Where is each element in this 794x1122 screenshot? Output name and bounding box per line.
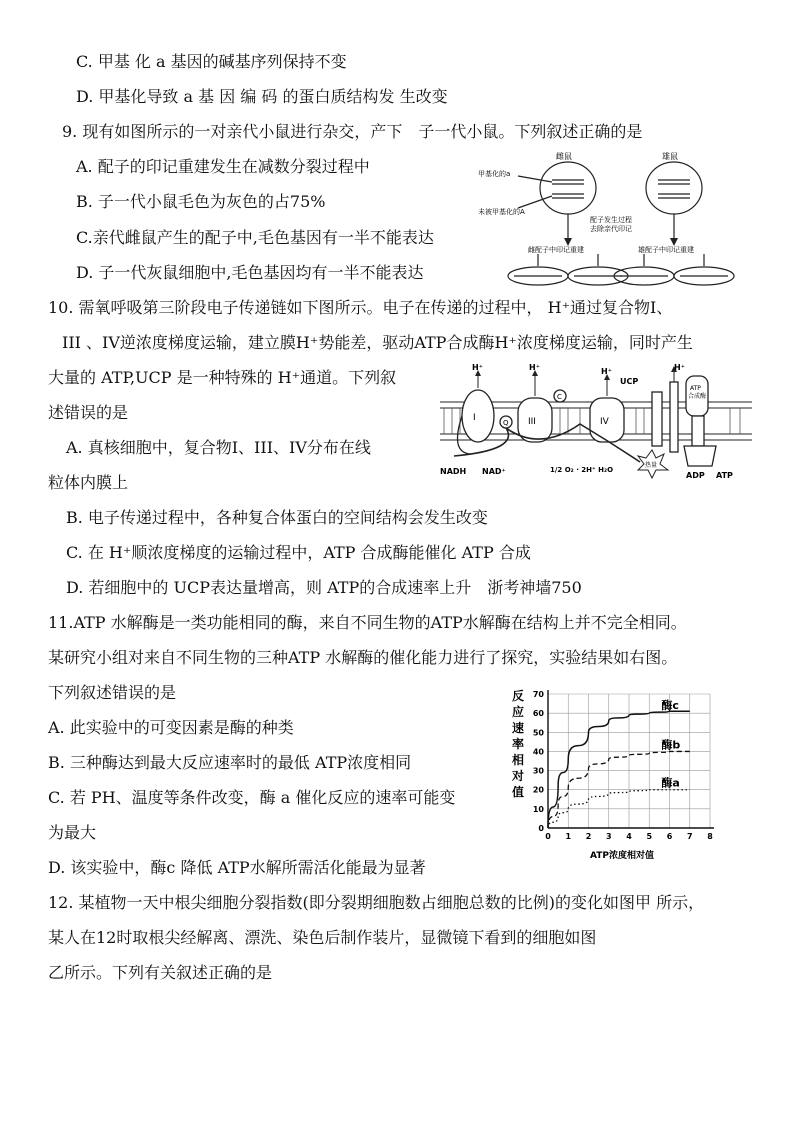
q11-option-c-2: 为最大	[48, 823, 97, 842]
y-axis-label-char: 对	[511, 769, 525, 783]
q10-option-c: C. 在 H⁺顺浓度梯度的运输过程中，ATP 合成酶能催化 ATP 合成	[66, 543, 531, 562]
q10-line-1: 10. 需氧呼吸第三阶段电子传递链如下图所示。电子在传递的过程中， H⁺通过复合物I、	[48, 298, 673, 317]
series-label-2: 酶a	[661, 776, 680, 790]
q9-male-label: 雄鼠	[662, 152, 678, 161]
q12-line-2: 某人在12时取根尖经解离、漂洗、染色后制作装片，显微镜下看到的细胞如图	[48, 928, 597, 947]
q10-option-a-1: A. 真核细胞中，复合物I、III、IV分布在线	[66, 438, 371, 457]
y-tick-label: 20	[532, 785, 544, 795]
q11-option-a: A. 此实验中的可变因素是酶的种类	[48, 718, 294, 737]
q10-nad-label: NAD⁺	[482, 467, 506, 476]
q10-adp-label: ADP	[686, 471, 705, 480]
q11-line-3: 下列叙述错误的是	[48, 683, 177, 702]
x-tick-label: 4	[626, 832, 632, 841]
q10-line-2: III 、IV逆浓度梯度运输，建立膜H⁺势能差，驱动ATP合成酶H⁺浓度梯度运输，同时产生	[62, 333, 693, 352]
y-tick-label: 50	[532, 728, 544, 738]
y-axis-label-char: 速	[511, 721, 525, 735]
series-line-0	[548, 711, 690, 828]
y-axis-label-char: 应	[511, 705, 525, 719]
q10-o2-label: 1/2 O₂ · 2H⁺ H₂O	[550, 466, 614, 474]
q10-q-label: Q	[503, 419, 509, 427]
y-axis-label-char: 率	[511, 737, 525, 751]
q9-option-b: B. 子一代小鼠毛色为灰色的占75%	[76, 192, 326, 211]
q10-complex-3: III	[528, 417, 536, 427]
q10-atp-synthase-label: ATP	[690, 385, 701, 392]
q10-h-label-4: H⁺	[674, 363, 685, 372]
series-label-1: 酶b	[661, 738, 681, 752]
x-tick-label: 0	[545, 832, 551, 841]
y-tick-label: 70	[532, 690, 544, 699]
x-tick-label: 7	[686, 832, 693, 841]
y-tick-label: 10	[532, 804, 544, 814]
q11-line-1: 11.ATP 水解酶是一类功能相同的酶，来自不同生物的ATP水解酶在结构上并不完全相同。	[48, 613, 687, 632]
q9-methylated-label: 甲基化的a	[478, 170, 511, 178]
chart-x-axis-label: ATP浓度相对值	[589, 851, 655, 861]
q9-female-label: 雌鼠	[556, 152, 572, 161]
q10-ucp-label: UCP	[620, 377, 639, 386]
y-tick-label: 60	[532, 709, 544, 719]
y-axis-label-char: 值	[511, 785, 525, 799]
q11-option-b: B. 三种酶达到最大反应速率时的最低 ATP浓度相同	[48, 753, 412, 772]
y-axis-label-char: 相	[511, 753, 525, 767]
q10-c-label: C	[557, 393, 562, 401]
series-label-0: 酶c	[661, 699, 679, 713]
q9-option-a: A. 配子的印记重建发生在减数分裂过程中	[76, 157, 370, 176]
q12-line-1: 12. 某植物一天中根尖细胞分裂指数(即分裂期细胞数占细胞总数的比例)的变化如图甲 所示，	[48, 893, 705, 912]
q12-line-3: 乙所示。下列有关叙述正确的是	[48, 963, 273, 982]
q9-unmethylated-label: 未被甲基化的A	[478, 208, 525, 216]
q10-heat-label: 热量	[645, 462, 658, 469]
q10-h-label-3: H⁺	[601, 367, 612, 376]
q10-h-label-1: H⁺	[472, 363, 483, 372]
q8-option-d: D. 甲基化导致 a 基 因 编 码 的蛋白质结构发 生改变	[76, 87, 448, 106]
x-tick-label: 3	[605, 832, 612, 841]
q10-line-3: 大量的 ATP,UCP 是一种特殊的 H⁺通道。下列叙	[48, 368, 397, 387]
q10-option-b: B. 电子传递过程中，各种复合体蛋白的空间结构会发生改变	[66, 508, 488, 527]
x-tick-label: 5	[646, 832, 653, 841]
q10-nadh-label: NADH	[440, 467, 467, 476]
q9-option-d: D. 子一代灰鼠细胞中,毛色基因均有一半不能表达	[76, 263, 424, 282]
y-axis-label-char: 反	[511, 689, 525, 703]
q10-atp-synthase-label-2: 合成酶	[688, 393, 707, 400]
q11-line-2: 某研究小组对来自不同生物的三种ATP 水解酶的催化能力进行了探究，实验结果如右图。	[48, 648, 678, 667]
q9-process-label: 配子发生过程	[590, 216, 632, 224]
x-tick-label: 8	[707, 832, 713, 841]
q11-enzyme-rate-chart	[504, 686, 724, 862]
q9-option-c: C.亲代雌鼠产生的配子中,毛色基因有一半不能表达	[76, 228, 434, 247]
x-tick-label: 1	[565, 832, 572, 841]
q9-imprinting-diagram	[478, 150, 746, 290]
q11-option-c-1: C. 若 PH、温度等条件改变，酶 a 催化反应的速率可能变	[48, 788, 456, 807]
q10-atp-label: ATP	[716, 471, 733, 480]
x-tick-label: 6	[666, 832, 673, 841]
q9-male-gamete-label: 雄配子中印记重建	[638, 246, 694, 254]
q10-line-4: 述错误的是	[48, 403, 129, 422]
q10-option-a-2: 粒体内膜上	[48, 473, 129, 492]
q10-option-d: D. 若细胞中的 UCP表达量增高，则 ATP的合成速率上升 浙考神墙750	[66, 578, 582, 597]
q9-female-gamete-label: 雌配子中印记重建	[528, 246, 584, 254]
q10-electron-transport-diagram	[440, 362, 752, 482]
q9-process-label-2: 去除亲代印记	[590, 225, 632, 233]
q11-option-d: D. 该实验中，酶c 降低 ATP水解所需活化能最为显著	[48, 858, 426, 877]
y-tick-label: 0	[538, 824, 544, 833]
x-tick-label: 2	[585, 832, 592, 841]
y-tick-label: 30	[532, 766, 544, 776]
q10-complex-1: I	[473, 413, 476, 423]
q8-option-c: C. 甲基 化 a 基因的碱基序列保持不变	[76, 52, 347, 71]
y-tick-label: 40	[532, 747, 544, 757]
q10-complex-4: IV	[600, 417, 609, 427]
q10-h-label-2: H⁺	[529, 363, 540, 372]
q9-stem: 9. 现有如图所示的一对亲代小鼠进行杂交，产下 子一代小鼠。下列叙述正确的是	[62, 122, 643, 141]
